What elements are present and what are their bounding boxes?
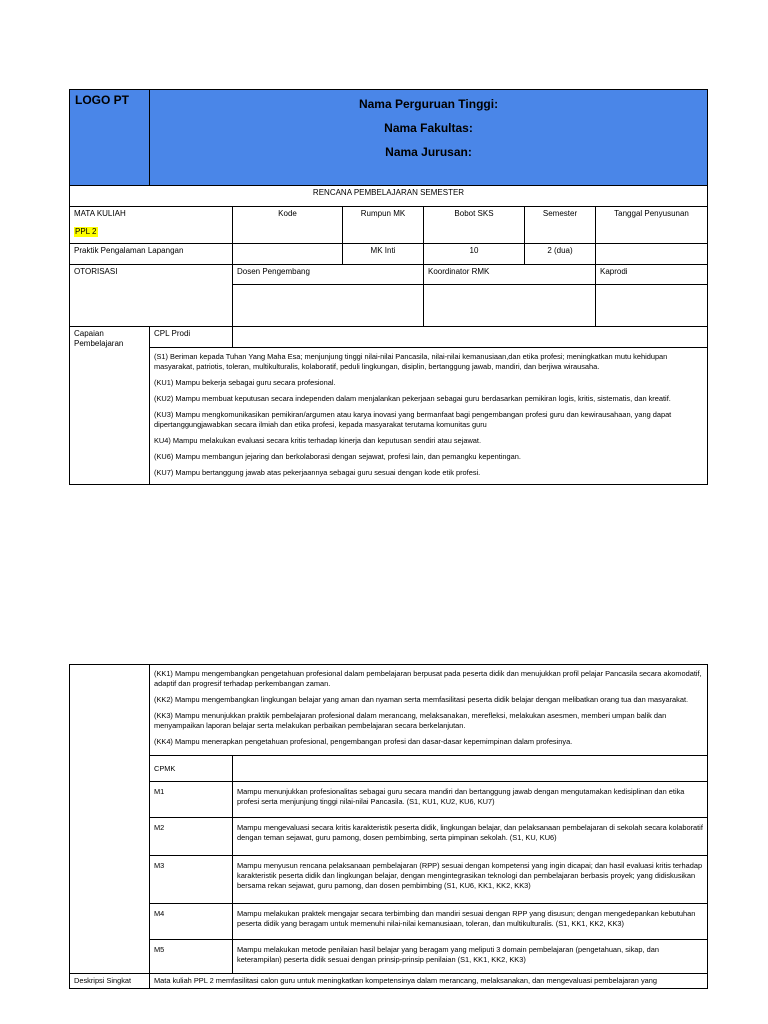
cpl-item: (KU7) Mampu bertanggung jawab atas pekerjaannya sebagai guru sesuai dengan kode etik profesi.	[154, 468, 481, 477]
koordinator-signature	[424, 285, 596, 327]
document-title: RENCANA PEMBELAJARAN SEMESTER	[70, 186, 708, 207]
rumpun-value: MK Inti	[343, 244, 424, 265]
kk-item: (KK1) Mampu mengembangkan pengetahuan profesional dalam pembelajaran berpusat pada peserta didik dan menujukkan profil pelajar Pancasila secara akomodatif, adaptif dan progresif terhadap perkembangan zaman.	[154, 669, 702, 688]
institution-names	[150, 90, 708, 186]
cpmk-code: M2	[150, 818, 233, 856]
capaian-label: Capaian Pembelajaran	[70, 327, 150, 485]
mata-kuliah-cell	[70, 207, 233, 244]
kaprodi-label: Kaprodi	[596, 265, 708, 285]
cpmk-text: Mampu melakukan praktek mengajar secara terbimbing dan mandiri sesuai dengan RPP yang disusun; dengan mengedepankan kebutuhan peserta didik yang beragam untuk memenuhi nilai-nilai kemanusiaan, toleran, dan multikulturalis. (S1, KK1, KK2, KK3)	[233, 904, 708, 940]
cpl-item: (KU3) Mampu mengkomunikasikan pemikiran/argumen atau karya inovasi yang bermanfaat bagi pengembangan profesi guru dan kewirausahaan, yang dapat dipertanggungjawabkan secara ilmiah dan etika profesi, kepada masyarakat terutama komunitas guru	[154, 410, 672, 429]
cpmk-label: CPMK	[150, 756, 233, 782]
cpmk-text: Mampu mengevaluasi secara kritis karakteristik peserta didik, lingkungan belajar, dan pelaksanaan pembelajaran di sekolah secara kolaboratif dengan teman sejawat, guru pamong, dosen pembimbing, serta pimpinan sekolah. (S1, KU, KU6)	[233, 818, 708, 856]
cpl-prodi-label: CPL Prodi	[150, 327, 233, 348]
bobot-header: Bobot SKS	[424, 207, 525, 244]
semester-header: Semester	[525, 207, 596, 244]
capaian-continued	[70, 665, 150, 974]
kk-item: (KK4) Mampu menerapkan pengetahuan profesional, pengembangan profesi dan dasar-dasar kepemimpinan dalam profesinya.	[154, 737, 573, 746]
deskripsi-label: Deskripsi Singkat	[70, 974, 150, 989]
cpmk-text: Mampu menyusun rencana pelaksanaan pembelajaran (RPP) sesuai dengan kompetensi yang ingin dicapai; dan hasil evaluasi kritis terhadap karakteristik peserta didik dan lingkungan belajar, dengan mengintegrasikan teknologi dan pembelajaran berbasis proyek; yang didiskusikan bersama rekan sejawat, guru pamong, dan dosen pembimbing (S1, KU6, KK1, KK2, KK3)	[233, 856, 708, 904]
tanggal-header: Tanggal Penyusunan	[596, 207, 708, 244]
kk-items	[150, 665, 708, 756]
kk-item: (KK3) Mampu menunjukkan praktik pembelajaran profesional dalam merancang, melaksanakan, merefleksi, melakukan asesmen, memberi umpan balik dan menyampaikan laporan belajar serta melakukan perbaikan pembelajaran secara berkelanjutan.	[154, 711, 667, 730]
faculty-name: Nama Fakultas:	[384, 121, 473, 135]
cpmk-text: Mampu menunjukkan profesionalitas sebagai guru secara mandiri dan bertanggung jawab dengan mengutamakan kedisiplinan dan etika profesi serta menjunjung tinggi nilai-nilai Pancasila. (S1, KU1, KU2, KU6, KU7)	[233, 782, 708, 818]
cpl-prodi-empty	[233, 327, 708, 348]
mata-kuliah-label: MATA KULIAH	[74, 209, 126, 218]
cpl-item: (KU2) Mampu membuat keputusan secara independen dalam menjalankan pekerjaan sebagai guru berdasarkan pemikiran logis, kritis, sistematis, dan kreatif.	[154, 394, 671, 403]
otorisasi-label: OTORISASI	[70, 265, 233, 327]
course-code-highlight: PPL 2	[75, 227, 97, 236]
department-name: Nama Jurusan:	[385, 145, 472, 159]
kaprodi-signature	[596, 285, 708, 327]
cpl-item: KU4) Mampu melakukan evaluasi secara kritis terhadap kinerja dan keputusan sendiri atau sejawat.	[154, 436, 482, 445]
university-name: Nama Perguruan Tinggi:	[358, 97, 499, 111]
cpl-item: (KU1) Mampu bekerja sebagai guru secara profesional.	[154, 378, 336, 387]
rumpun-header: Rumpun MK	[343, 207, 424, 244]
koordinator-label: Koordinator RMK	[424, 265, 596, 285]
cpl-items	[150, 348, 708, 485]
semester-value: 2 (dua)	[525, 244, 596, 265]
dosen-signature	[233, 285, 424, 327]
cpl-item: (KU6) Mampu membangun jejaring dan berkolaborasi dengan sejawat, profesi lain, dan pemangku kepentingan.	[154, 452, 521, 461]
cpmk-text: Mampu melakukan metode penilaian hasil belajar yang beragam yang meliputi 3 domain pembelajaran (pengetahuan, sikap, dan keterampilan) peserta didik sesuai dengan prinsip-prinsip penilaian (S1, KK1, KK2, KK3)	[233, 940, 708, 974]
cpmk-code: M3	[150, 856, 233, 904]
logo-placeholder: LOGO PT	[70, 90, 150, 186]
kode-value	[233, 244, 343, 265]
cpmk-code: M5	[150, 940, 233, 974]
cpmk-code: M1	[150, 782, 233, 818]
cpmk-code: M4	[150, 904, 233, 940]
cpl-item: (S1) Beriman kepada Tuhan Yang Maha Esa; menjunjung tinggi nilai-nilai Pancasila, nilai-nilai kemanusiaan,dan etika profesi; meningkatkan mutu kehidupan masyarakat, patriotis, toleran, multikulturalis, kolaboratif, peduli lingkungan, disiplin, bertanggung jawab, mandiri, dan berjiwa wirausaha.	[154, 352, 668, 371]
course-name: Praktik Pengalaman Lapangan	[70, 244, 233, 265]
bobot-value: 10	[424, 244, 525, 265]
kk-item: (KK2) Mampu mengembangkan lingkungan belajar yang aman dan nyaman serta memfasilitasi peserta didik belajar dengan melibatkan orang tua dan masyarakat.	[154, 695, 689, 704]
rps-table	[69, 89, 708, 485]
tanggal-value	[596, 244, 708, 265]
cpmk-empty	[233, 756, 708, 782]
cpmk-table	[69, 664, 708, 989]
deskripsi-text: Mata kuliah PPL 2 memfasilitasi calon guru untuk meningkatkan kompetensinya dalam merancang, melaksanakan, dan mengevaluasi pembelajaran yang	[150, 974, 708, 989]
header-row	[70, 90, 708, 186]
kode-header: Kode	[233, 207, 343, 244]
dosen-pengembang-label: Dosen Pengembang	[233, 265, 424, 285]
